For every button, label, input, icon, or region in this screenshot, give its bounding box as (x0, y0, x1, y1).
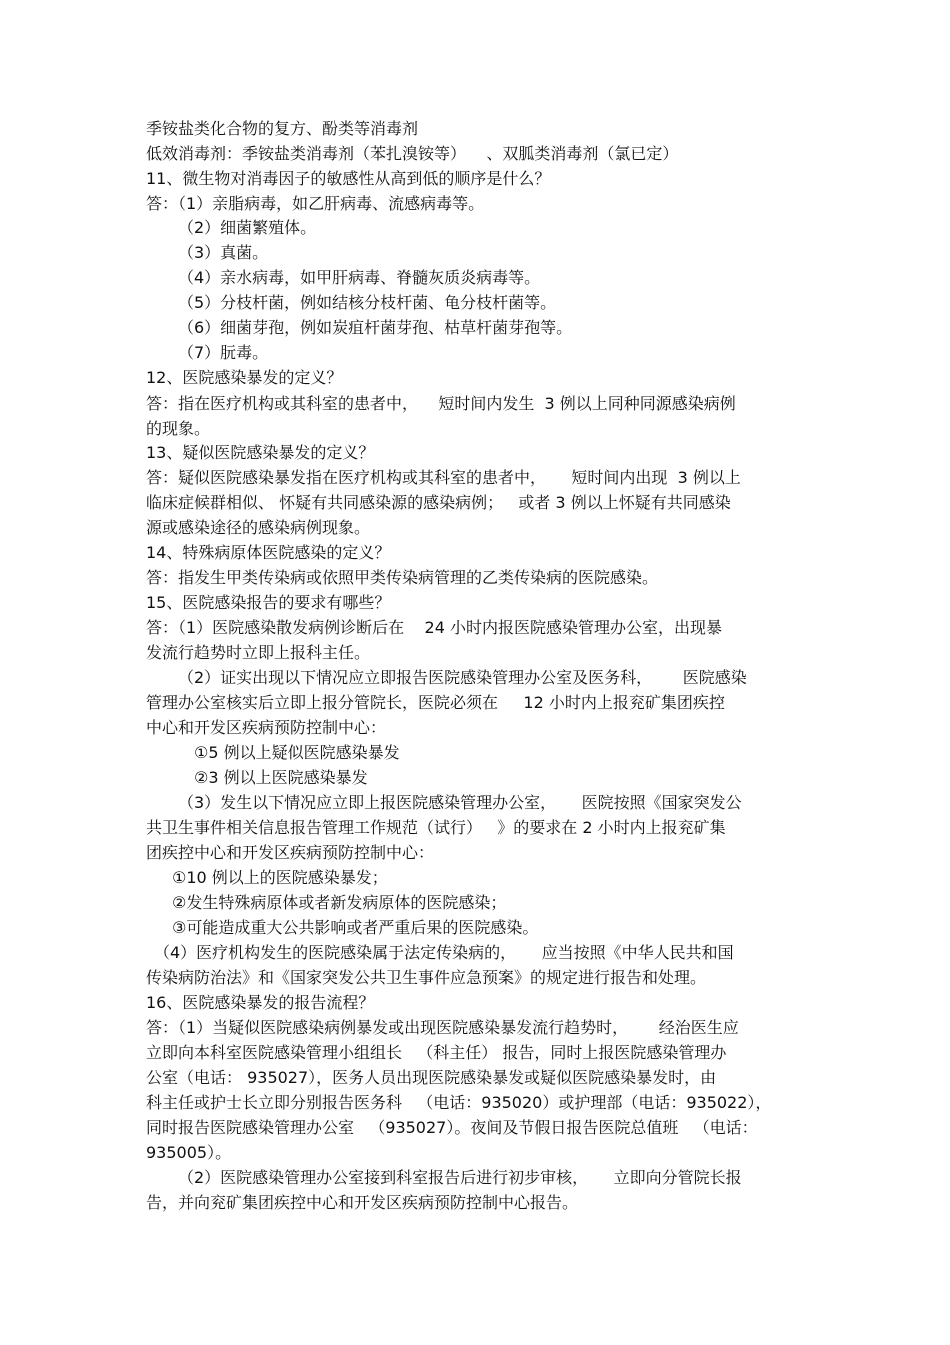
question-heading: 16、医院感染暴发的报告流程？ (146, 993, 375, 1012)
question-heading: 14、特殊病原体医院感染的定义？ (146, 543, 391, 562)
text-line: 源或感染途径的感染病例现象。 (146, 518, 371, 537)
answer-line: 答：指在医疗机构或其科室的患者中， 短时间内发生 3 例以上同种同源感染病例 (146, 394, 736, 413)
answer-line: 答：疑似医院感染暴发指在医疗机构或其科室的患者中， 短时间内出现 3 例以上 (146, 468, 741, 487)
text-line: 发流行趋势时立即上报科主任。 (146, 643, 371, 662)
question-heading: 11、微生物对消毒因子的敏感性从高到低的顺序是什么？ (146, 169, 551, 188)
answer-line: 答：指发生甲类传染病或依照甲类传染病管理的乙类传染病的医院感染。 (146, 568, 659, 587)
text-line: 科主任或护士长立即分别报告医务科 （电话：935020）或护理部（电话：935022）， (146, 1093, 772, 1112)
list-item: ②发生特殊病原体或者新发病原体的医院感染； (172, 893, 507, 912)
answer-line: 答：（1）亲脂病毒，如乙肝病毒、流感病毒等。 (146, 194, 485, 213)
text-line: （4）医疗机构发生的医院感染属于法定传染病的， 应当按照《中华人民共和国 (154, 943, 734, 962)
question-heading: 15、医院感染报告的要求有哪些？ (146, 593, 391, 612)
list-item: （4）亲水病毒，如甲肝病毒、脊髓灰质炎病毒等。 (178, 268, 541, 287)
text-line: 公室（电话： 935027），医务人员出现医院感染暴发或疑似医院感染暴发时，由 (146, 1068, 717, 1087)
list-item: （3）真菌。 (178, 243, 269, 262)
list-item: ③可能造成重大公共影响或者严重后果的医院感染。 (172, 918, 539, 937)
answer-line: 答：（1）医院感染散发病例诊断后在 24 小时内报医院感染管理办公室，出现暴 (146, 618, 722, 637)
answer-line: 答：（1）当疑似医院感染病例暴发或出现医院感染暴发流行趋势时， 经治医生应 (146, 1018, 739, 1037)
list-item: （5）分枝杆菌，例如结核分枝杆菌、龟分枝杆菌等。 (178, 293, 557, 312)
text-line: 传染病防治法》和《国家突发公共卫生事件应急预案》的规定进行报告和处理。 (146, 968, 707, 987)
list-item: （7）朊毒。 (178, 343, 269, 362)
list-item: ①10 例以上的医院感染暴发； (172, 868, 388, 887)
text-line: 935005）。 (146, 1143, 232, 1162)
list-item: ①5 例以上疑似医院感染暴发 (194, 743, 400, 762)
text-line: 临床症候群相似、 怀疑有共同感染源的感染病例； 或者 3 例以上怀疑有共同感染 (146, 493, 731, 512)
text-line: 季铵盐类化合物的复方、酚类等消毒剂 (146, 119, 419, 138)
text-line: 低效消毒剂：季铵盐类消毒剂（苯扎溴铵等） 、双胍类消毒剂（氯已定） (146, 144, 679, 163)
text-line: 告，并向兖矿集团疾控中心和开发区疾病预防控制中心报告。 (146, 1193, 579, 1212)
list-item: ②3 例以上医院感染暴发 (194, 768, 368, 787)
question-heading: 12、医院感染暴发的定义？ (146, 368, 343, 387)
text-line: 共卫生事件相关信息报告管理工作规范（试行） 》的要求在 2 小时内上报兖矿集 (146, 818, 726, 837)
text-line: （2）证实出现以下情况应立即报告医院感染管理办公室及医务科， 医院感染 (178, 668, 747, 687)
list-item: （2）细菌繁殖体。 (178, 218, 317, 237)
text-line: 的现象。 (146, 419, 211, 438)
text-line: 团疾控中心和开发区疾病预防控制中心： (146, 843, 435, 862)
text-line: 立即向本科室医院感染管理小组组长 （科主任） 报告，同时上报医院感染管理办 (146, 1043, 727, 1062)
text-line: 中心和开发区疾病预防控制中心： (146, 718, 387, 737)
text-line: 管理办公室核实后立即上报分管院长，医院必须在 12 小时内上报兖矿集团疾控 (146, 693, 725, 712)
text-line: （3）发生以下情况应立即上报医院感染管理办公室， 医院按照《国家突发公 (178, 793, 742, 812)
list-item: （6）细菌芽孢，例如炭疽杆菌芽孢、枯草杆菌芽孢等。 (178, 318, 573, 337)
text-line: 同时报告医院感染管理办公室 （935027）。夜间及节假日报告医院总值班 （电话： (146, 1118, 758, 1137)
question-heading: 13、疑似医院感染暴发的定义？ (146, 443, 375, 462)
text-line: （2）医院感染管理办公室接到科室报告后进行初步审核， 立即向分管院长报 (178, 1168, 742, 1187)
